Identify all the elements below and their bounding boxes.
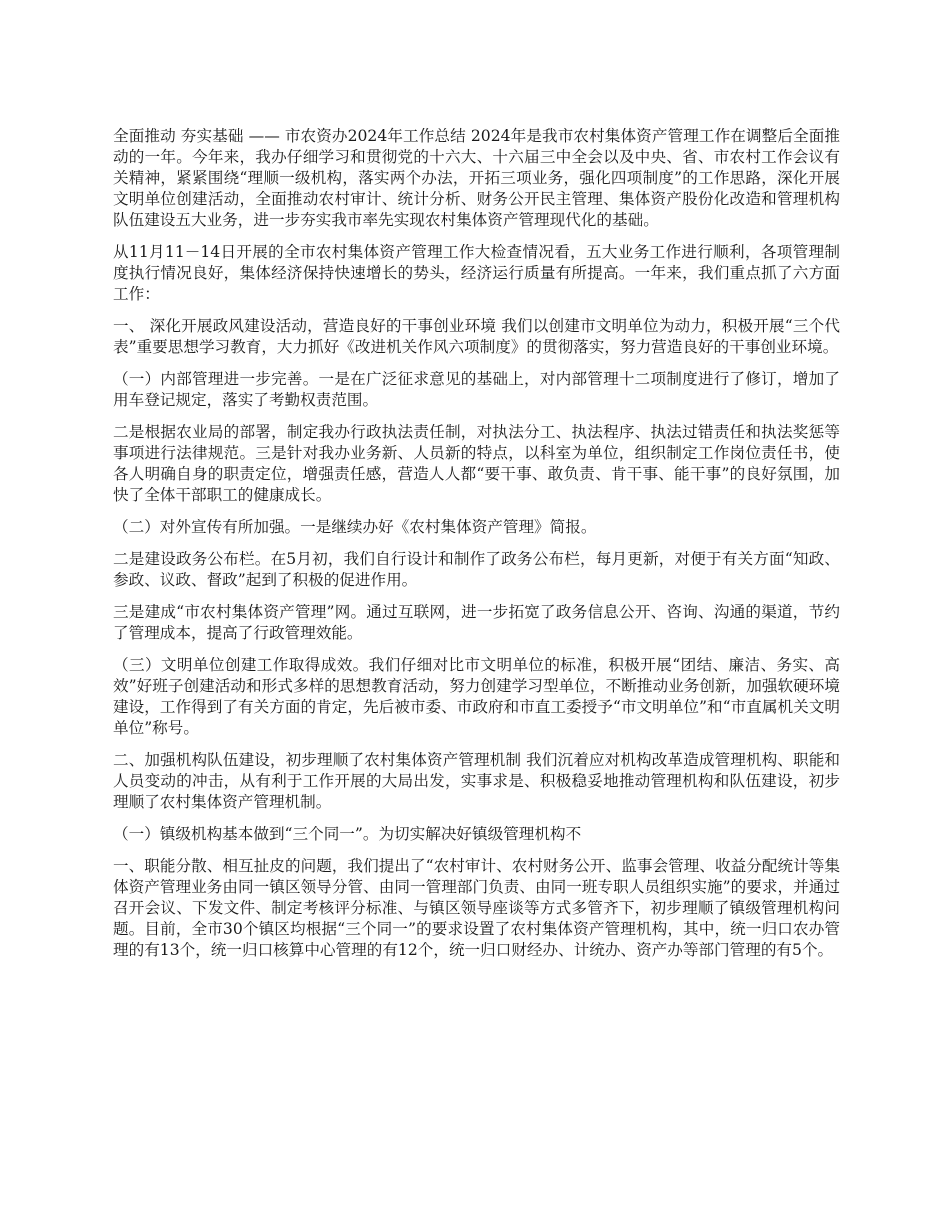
paragraph-section-2: 二、加强机构队伍建设，初步理顺了农村集体资产管理机制 我们沉着应对机构改革造成管理机构、职能和人员变动的冲击，从有利于工作开展的大局出发，实事求是、积极稳妥地推动管理机构和队伍建设，初步理顺了农村集体资产管理机制。 [113,751,840,811]
paragraph-1-2-bulletin: 二是建设政务公布栏。在5月初，我们自行设计和制作了政务公布栏，每月更新，对便于有关方面“知政、参政、议政、督政”起到了积极的促进作用。 [113,550,840,589]
paragraph-1-1-cont: 二是根据农业局的部署，制定我办行政执法责任制，对执法分工、执法程序、执法过错责任和执法奖惩等事项进行法律规范。三是针对我办业务新、人员新的特点，以科室为单位，组织制定工作岗位责任书，使各人明确自身的职责定位，增强责任感，营造人人都“要干事、敢负责、肯干事、能干事”的良好氛围，加快了全体干部职工的健康成长。 [113,423,840,504]
paragraph-2-1-cont: 一、职能分散、相互扯皮的问题，我们提出了“农村审计、农村财务公开、监事会管理、收益分配统计等集体资产管理业务由同一镇区领导分管、由同一管理部门负责、由同一班专职人员组织实施”的要求，并通过召开会议、下发文件、制定考核评分标准、与镇区领导座谈等方式多管齐下，初步理顺了镇级管理机构问题。目前，全市30个镇区均根据“三个同一”的要求设置了农村集体资产管理机构，其中，统一归口农办管理的有13个，统一归口核算中心管理的有12个，统一归口财经办、计统办、资产办等部门管理的有5个。 [113,857,840,959]
paragraph-section-1: 一、 深化开展政风建设活动，营造良好的干事创业环境 我们以创建市文明单位为动力，积极开展“三个代表”重要思想学习教育，大力抓好《改进机关作风六项制度》的贯彻落实，努力营造良好的干事创业环境。 [113,317,840,356]
paragraph-inspection: 从11月11－14日开展的全市农村集体资产管理工作大检查情况看，五大业务工作进行顺利，各项管理制度执行情况良好，集体经济保持快速增长的势头，经济运行质量有所提高。一年来，我们重点抓了六方面工作： [113,243,840,303]
paragraph-intro: 全面推动 夯实基础 —— 市农资办2024年工作总结 2024年是我市农村集体资产管理工作在调整后全面推动的一年。今年来，我办仔细学习和贯彻党的十六大、十六届三中全会以及中央、省、市农村工作会议有关精神，紧紧围绕“理顺一级机构，落实两个办法，开拓三项业务，强化四项制度”的工作思路，深化开展文明单位创建活动，全面推动农村审计、统计分析、财务公开民主管理、集体资产股份化改造和管理机构队伍建设五大业务，进一步夯实我市率先实现农村集体资产管理现代化的基础。 [113,127,840,229]
paragraph-2-1: （一）镇级机构基本做到“三个同一”。为切实解决好镇级管理机构不 [113,825,582,843]
paragraph-1-2: （二）对外宣传有所加强。一是继续办好《农村集体资产管理》简报。 [113,518,597,536]
paragraph-1-2-website: 三是建成“市农村集体资产管理”网。通过互联网，进一步拓宽了政务信息公开、咨询、沟通的渠道，节约了管理成本，提高了行政管理效能。 [113,603,840,642]
paragraph-1-3: （三）文明单位创建工作取得成效。我们仔细对比市文明单位的标准，积极开展“团结、廉洁、务实、高效”好班子创建活动和形式多样的思想教育活动，努力创建学习型单位，不断推动业务创新，加强软硬环境建设，工作得到了有关方面的肯定，先后被市委、市政府和市直工委授予“市文明单位”和“市直属机关文明单位”称号。 [113,656,840,737]
document-body [113,126,840,972]
paragraph-1-1: （一）内部管理进一步完善。一是在广泛征求意见的基础上，对内部管理十二项制度进行了修订，增加了用车登记规定，落实了考勤权责范围。 [113,370,840,409]
